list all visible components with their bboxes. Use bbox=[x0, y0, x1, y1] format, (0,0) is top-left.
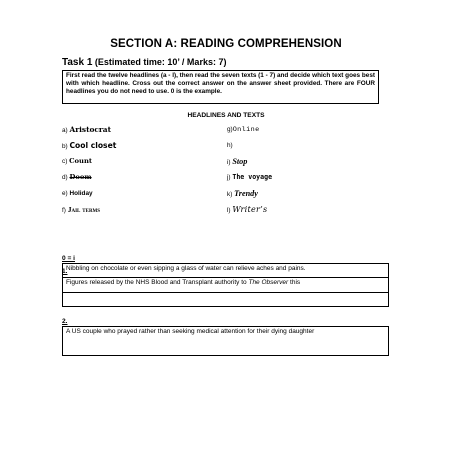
headline-d bbox=[62, 173, 92, 182]
headline-letter: f) bbox=[62, 207, 66, 214]
headline-c bbox=[62, 157, 92, 166]
headline-i bbox=[227, 157, 247, 167]
headline-text: Cool closet bbox=[69, 141, 117, 150]
headline-b bbox=[62, 141, 116, 151]
headline-text: Holiday bbox=[69, 190, 93, 197]
headline-text: Jail terms bbox=[67, 205, 101, 214]
text-0-body: Nibbling on chocolate or even sipping a glass of water can relieve aches and pains. bbox=[66, 265, 306, 272]
text-2-body: A US couple who prayed rather than seeking medical attention for their dying daughter bbox=[66, 328, 315, 335]
headline-k bbox=[227, 189, 258, 199]
section-title: SECTION A: READING COMPREHENSION bbox=[110, 38, 342, 50]
headline-letter: l) bbox=[227, 207, 231, 214]
text-1-body-after: this bbox=[288, 279, 301, 286]
headline-letter: h) bbox=[227, 142, 233, 149]
headline-text: Writer’s bbox=[232, 205, 268, 214]
headline-h bbox=[227, 141, 233, 150]
headline-text: Count bbox=[69, 157, 93, 165]
headline-text: Aristocrat bbox=[69, 125, 112, 134]
headline-text: Trendy bbox=[234, 189, 258, 198]
text-0-label: 0 = i bbox=[62, 255, 76, 262]
instructions-box: First read the twelve headlines (a - l), then read the seven texts (1 - 7) and decide which text goes best with which headline. Cross out the correct answer on the answer sheet provided. There are FOUR headlines you do not need to use. 0 is the example. bbox=[62, 70, 379, 104]
headline-l bbox=[227, 205, 267, 215]
headline-f bbox=[62, 205, 100, 215]
headline-text: Doom bbox=[69, 173, 92, 181]
task-title bbox=[62, 57, 226, 68]
text-2-box bbox=[62, 326, 389, 356]
headline-a bbox=[62, 125, 111, 135]
headline-letter: g) bbox=[227, 126, 233, 133]
headline-letter: j) bbox=[227, 174, 231, 181]
headline-j bbox=[227, 173, 272, 182]
headlines-title: HEADLINES AND TEXTS bbox=[187, 112, 265, 119]
headline-letter: b) bbox=[62, 143, 68, 150]
headline-e bbox=[62, 189, 93, 198]
headline-g bbox=[227, 125, 260, 135]
text-1-body-italic: The Observer bbox=[248, 279, 289, 286]
task-meta: (Estimated time: 10’ / Marks: 7) bbox=[94, 57, 227, 67]
text-1-box bbox=[62, 277, 389, 307]
headline-text: The voyage bbox=[232, 173, 273, 181]
headline-letter: c) bbox=[62, 158, 68, 165]
headline-letter: a) bbox=[62, 127, 68, 134]
headline-letter: k) bbox=[227, 191, 233, 198]
headline-letter: e) bbox=[62, 190, 68, 197]
headline-letter: i) bbox=[227, 159, 231, 166]
text-1-body-before: Figures released by the NHS Blood and Transplant authority to bbox=[66, 279, 249, 286]
headline-text: Online bbox=[232, 126, 260, 134]
task-label: Task 1 bbox=[62, 57, 93, 68]
text-1-label: 1. bbox=[62, 268, 68, 275]
text-2-label: 2. bbox=[62, 318, 68, 325]
headline-letter: d) bbox=[62, 174, 68, 181]
headline-text: Stop bbox=[232, 157, 248, 166]
